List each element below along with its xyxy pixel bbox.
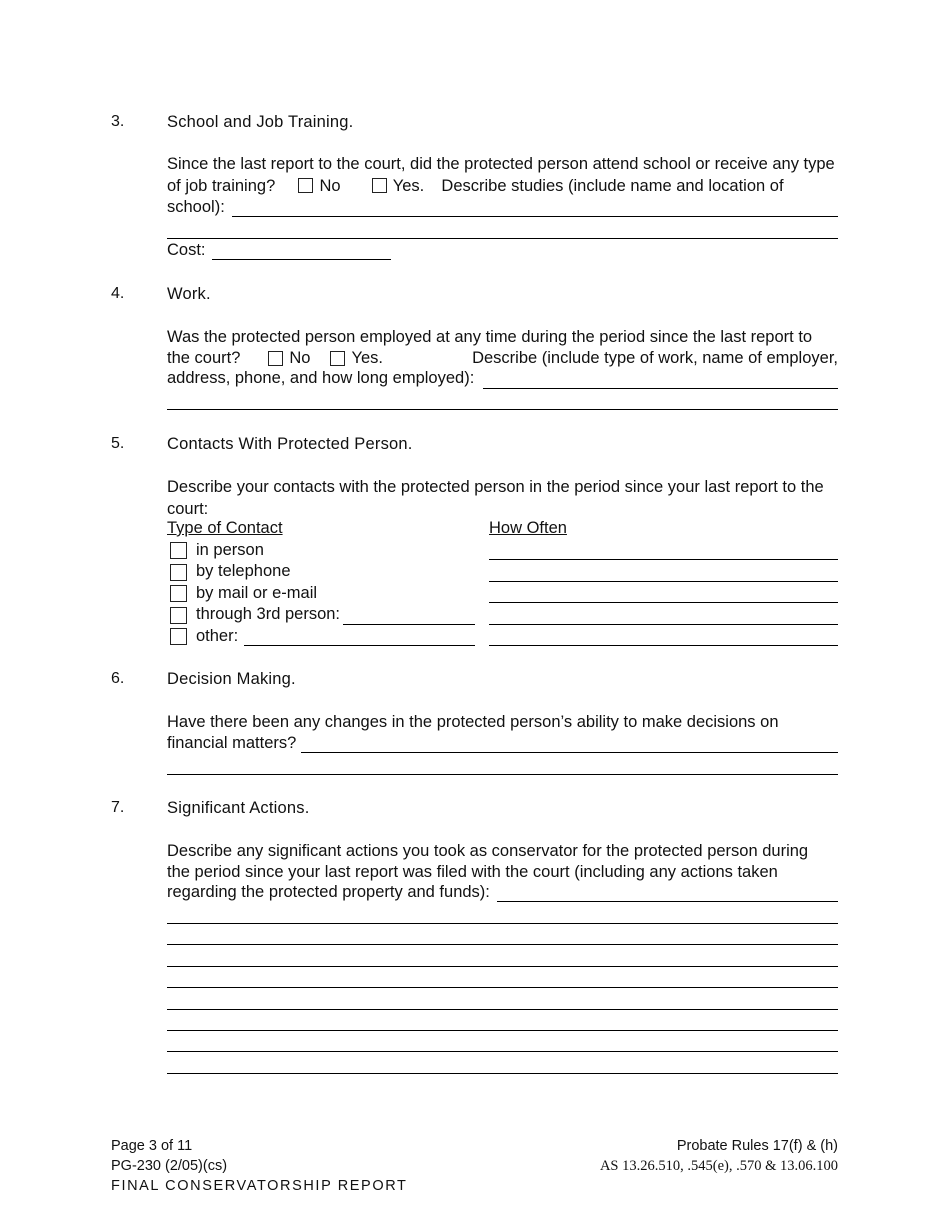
contact-telephone-checkbox[interactable]	[170, 564, 187, 581]
section-6-question-line-2: financial matters?	[167, 734, 297, 752]
section-7-answer-line[interactable]	[167, 923, 838, 924]
section-3-question	[167, 154, 838, 197]
footer-form-name: FINAL CONSERVATORSHIP REPORT	[111, 1178, 408, 1194]
contact-other-name-line[interactable]	[244, 645, 475, 646]
section-4-describe-text: Describe (include type of work, name of employer,	[472, 349, 838, 367]
contact-mail-checkbox[interactable]	[170, 585, 187, 602]
contact-other-often-line[interactable]	[489, 645, 838, 646]
section-4-title: Work.	[167, 285, 211, 303]
section-7-question-line-1: Describe any significant actions you took as conservator for the protected person during	[167, 842, 809, 860]
section-3-no-label: No	[319, 176, 341, 195]
contact-mail-label: by mail or e-mail	[196, 584, 318, 602]
section-7-answer-line[interactable]	[167, 1051, 838, 1052]
section-4-question-line-1: Was the protected person employed at any time during the period since the last report to	[167, 328, 813, 346]
section-4-yes-checkbox[interactable]	[330, 351, 345, 366]
section-5-col-often: How Often	[489, 519, 567, 537]
section-4-describe-line-2[interactable]	[167, 409, 838, 410]
section-3-yes-label: Yes.	[392, 176, 425, 195]
section-3-question-text: Since the last report to the court, did the protected person attend school or receive any type of job training?	[167, 155, 835, 195]
section-4-question-text: the court?	[167, 349, 241, 367]
section-3-school-line[interactable]	[232, 216, 838, 217]
contact-telephone-label: by telephone	[196, 562, 291, 580]
section-3-cost-line[interactable]	[212, 259, 391, 260]
section-4-number: 4.	[111, 285, 125, 302]
section-4-no-checkbox[interactable]	[268, 351, 283, 366]
section-3-cost-label: Cost:	[167, 241, 206, 259]
section-6-question-line-1: Have there been any changes in the protected person’s ability to make decisions on	[167, 713, 779, 731]
section-7-answer-line[interactable]	[167, 1009, 838, 1010]
section-7-answer-line[interactable]	[167, 1030, 838, 1031]
section-4-question-line-2	[167, 348, 838, 370]
section-7-number: 7.	[111, 799, 125, 816]
contact-mail-often-line[interactable]	[489, 602, 838, 603]
section-5-number: 5.	[111, 435, 125, 452]
contact-third-person-name-line[interactable]	[343, 624, 475, 625]
section-3-school-line-2[interactable]	[167, 238, 838, 239]
contact-in-person-often-line[interactable]	[489, 559, 838, 560]
contact-third-person-label: through 3rd person:	[196, 605, 341, 623]
footer-statutes: AS 13.26.510, .545(e), .570 & 13.06.100	[599, 1158, 838, 1174]
footer-page-number: Page 3 of 11	[111, 1138, 193, 1154]
section-6-answer-line-2[interactable]	[167, 774, 838, 775]
section-7-question-line-3: regarding the protected property and funds):	[167, 883, 490, 901]
section-3-number: 3.	[111, 113, 125, 130]
section-4-describe-line[interactable]	[483, 388, 838, 389]
footer-form-number: PG-230 (2/05)(cs)	[111, 1158, 228, 1174]
section-5-col-type: Type of Contact	[167, 519, 283, 537]
section-3-yes-checkbox[interactable]	[372, 178, 387, 193]
contact-telephone-often-line[interactable]	[489, 581, 838, 582]
footer-probate-rules: Probate Rules 17(f) & (h)	[676, 1138, 838, 1154]
section-7-answer-line[interactable]	[167, 1073, 838, 1074]
section-6-answer-line[interactable]	[301, 752, 838, 753]
section-3-title: School and Job Training.	[167, 113, 354, 131]
contact-third-person-checkbox[interactable]	[170, 607, 187, 624]
section-6-title: Decision Making.	[167, 670, 296, 688]
section-5-title: Contacts With Protected Person.	[167, 435, 413, 453]
section-3-describe-text: Describe studies (include name and location of	[441, 176, 784, 195]
section-3-school-label: school):	[167, 198, 225, 216]
contact-in-person-checkbox[interactable]	[170, 542, 187, 559]
section-5-intro: Describe your contacts with the protected person in the period since your last report to the court:	[167, 478, 824, 518]
section-7-question-line-2: the period since your last report was filed with the court (including any actions taken	[167, 863, 778, 881]
contact-third-person-often-line[interactable]	[489, 624, 838, 625]
section-4-yes-label: Yes.	[351, 349, 383, 367]
contact-in-person-label: in person	[196, 541, 264, 559]
section-6-number: 6.	[111, 670, 125, 687]
section-4-question-line-3: address, phone, and how long employed):	[167, 369, 475, 387]
section-7-answer-line[interactable]	[497, 901, 838, 902]
section-7-title: Significant Actions.	[167, 799, 310, 817]
section-7-answer-line[interactable]	[167, 987, 838, 988]
section-7-answer-line[interactable]	[167, 944, 838, 945]
contact-other-checkbox[interactable]	[170, 628, 187, 645]
section-4-no-label: No	[289, 349, 311, 367]
section-7-answer-line[interactable]	[167, 966, 838, 967]
contact-other-label: other:	[196, 627, 239, 645]
section-3-no-checkbox[interactable]	[298, 178, 313, 193]
